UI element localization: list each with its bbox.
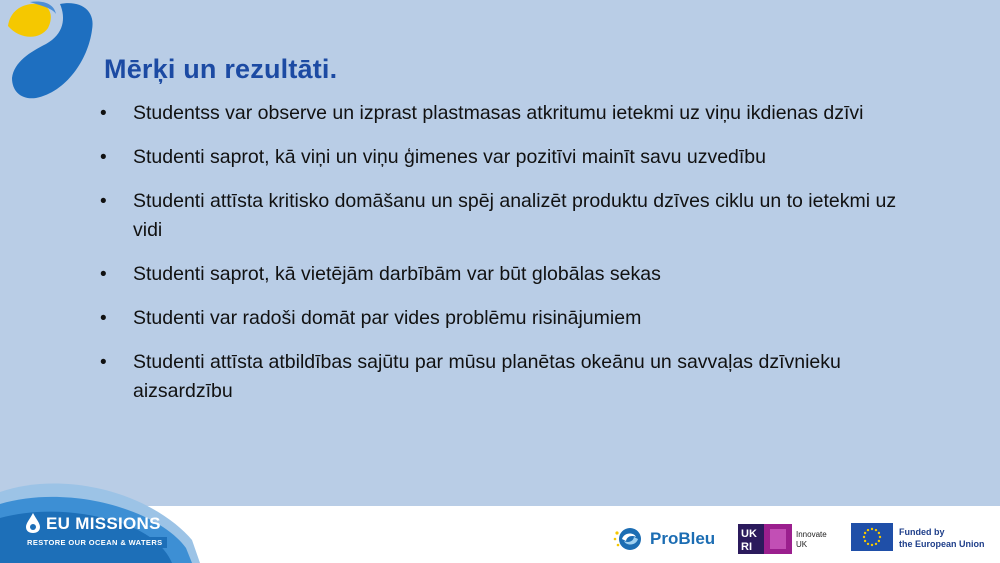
svg-text:UK: UK <box>741 528 757 540</box>
list-item <box>100 304 920 333</box>
eu-missions-logo <box>0 478 200 563</box>
objectives-list <box>100 99 920 421</box>
bullet-icon: • <box>100 147 107 168</box>
list-item <box>100 187 920 245</box>
list-item-text: Studenti attīsta atbildības sajūtu par mūsu planētas okeānu un savvaļas dzīvnieku aizsardzību <box>133 351 841 402</box>
list-item <box>100 260 920 289</box>
probleu-label: ProBleu <box>650 529 716 548</box>
list-item-text: Studenti saprot, kā vietējām darbībām var būt globālas sekas <box>133 263 661 285</box>
list-item <box>100 348 920 406</box>
bullet-icon: • <box>100 308 107 329</box>
eu-flag-icon <box>851 523 893 551</box>
eu-missions-subtitle: RESTORE OUR OCEAN & WATERS <box>23 537 167 548</box>
probleu-swirl-icon <box>612 524 648 554</box>
bullet-icon: • <box>100 103 107 124</box>
corner-logo-icon <box>0 0 100 100</box>
list-item <box>100 99 920 128</box>
eu-funded-logo <box>851 523 996 553</box>
bullet-icon: • <box>100 352 107 373</box>
innovate-uk-logo <box>738 524 838 554</box>
slide-title: Mērķi un rezultāti. <box>104 54 338 84</box>
svg-text:RI: RI <box>741 541 752 553</box>
list-item <box>100 143 920 172</box>
eu-funded-line2: the European Union <box>899 539 985 549</box>
bullet-icon: • <box>100 191 107 212</box>
bullet-icon: • <box>100 264 107 285</box>
probleu-logo <box>612 524 722 554</box>
eu-funded-label <box>899 526 985 550</box>
innovate-uk-label <box>796 530 827 550</box>
list-item-text: Studenti attīsta kritisko domāšanu un spēj analizēt produktu dzīves ciklu un to ietekmi uz vidi <box>133 190 897 241</box>
innovate-uk-line1: Innovate <box>796 530 827 539</box>
list-item-text: Studenti saprot, kā viņi un viņu ģimenes var pozitīvi mainīt savu uzvedību <box>133 146 766 168</box>
eu-missions-title: EU MISSIONS <box>46 514 161 533</box>
eu-funded-line1: Funded by <box>899 527 945 537</box>
list-item-text: Studentss var observe un izprast plastmasas atkritumu ietekmi uz viņu ikdienas dzīvi <box>133 102 864 124</box>
water-drop-icon <box>24 512 42 534</box>
list-item-text: Studenti var radoši domāt par vides problēmu risinājumiem <box>133 307 642 329</box>
innovate-uk-line2: UK <box>796 540 808 549</box>
ukri-icon <box>738 524 792 554</box>
